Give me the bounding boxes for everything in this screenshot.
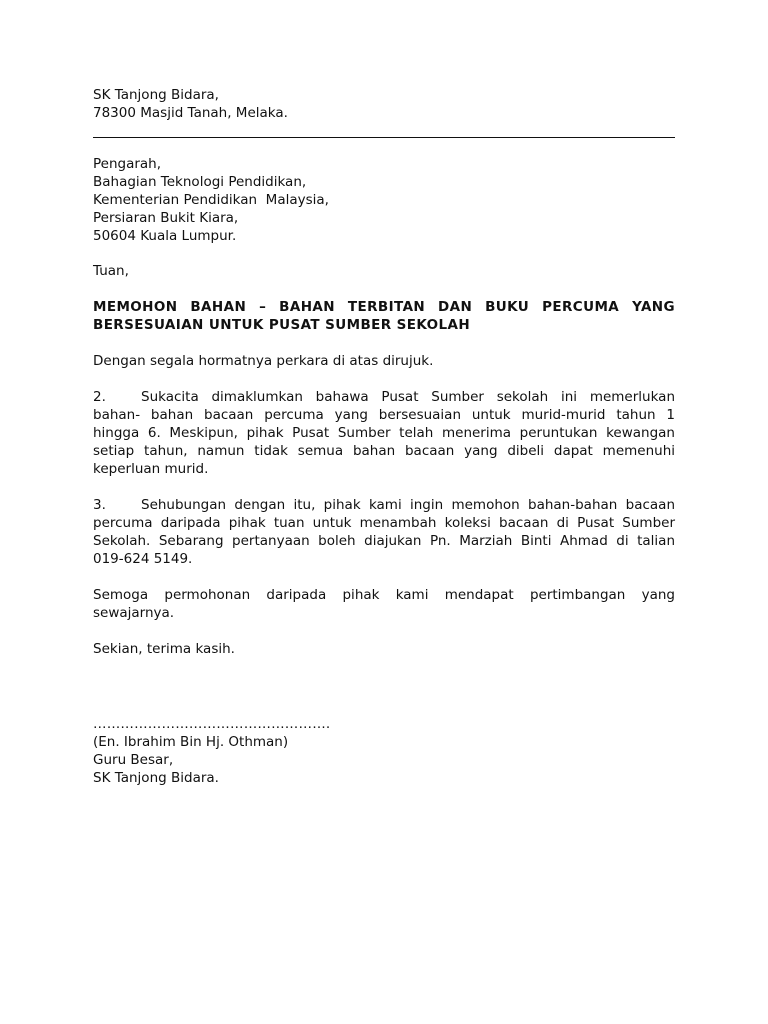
paragraph-2-line-3: hingga 6. Meskipun, pihak Pusat Sumber telah menerima peruntukan kewangan — [93, 425, 675, 441]
signature-block — [93, 715, 675, 787]
paragraph-3-line-3: Sekolah. Sebarang pertanyaan boleh diajukan Pn. Marziah Binti Ahmad di talian — [93, 533, 675, 549]
paragraph-3-line-1-text: Sehubungan dengan itu, pihak kami ingin memohon bahan-bahan bacaan — [141, 497, 675, 513]
paragraph-3-line-2: percuma daripada pihak tuan untuk menambah koleksi bacaan di Pusat Sumber — [93, 515, 675, 531]
signature-dotted-line: ……………………………………………. — [93, 716, 331, 732]
sender-line-2: 78300 Masjid Tanah, Melaka. — [93, 105, 288, 121]
recipient-line-5: 50604 Kuala Lumpur. — [93, 228, 237, 244]
paragraph-2-line-2: bahan- bahan bacaan percuma yang bersesuaian untuk murid-murid tahun 1 — [93, 407, 675, 423]
signatory-school: SK Tanjong Bidara. — [93, 770, 219, 786]
salutation-block — [93, 262, 675, 280]
recipient-line-4: Persiaran Bukit Kiara, — [93, 210, 239, 226]
paragraph-2-line-5: keperluan murid. — [93, 461, 209, 477]
opening-text: Dengan segala hormatnya perkara di atas dirujuk. — [93, 353, 434, 369]
header-divider — [93, 137, 675, 138]
paragraph-2-line-4: setiap tahun, namun tidak semua bahan bacaan yang dibeli dapat memenuhi — [93, 443, 675, 459]
sender-line-1: SK Tanjong Bidara, — [93, 87, 219, 103]
paragraph-2-number: 2. — [93, 389, 106, 405]
closing-text: Sekian, terima kasih. — [93, 641, 235, 657]
signatory-name: (En. Ibrahim Bin Hj. Othman) — [93, 734, 289, 750]
subject-heading — [93, 298, 675, 334]
paragraph-3-line-1 — [93, 496, 675, 514]
salutation: Tuan, — [93, 263, 129, 279]
sender-address — [93, 86, 675, 122]
recipient-line-2: Bahagian Teknologi Pendidikan, — [93, 174, 307, 190]
paragraph-2-line-1-text: Sukacita dimaklumkan bahawa Pusat Sumber sekolah ini memerlukan — [141, 389, 675, 405]
paragraph-3 — [93, 496, 675, 568]
closing-block — [93, 640, 675, 658]
closing-paragraph — [93, 586, 675, 622]
paragraph-3-number: 3. — [93, 497, 106, 513]
letter-page — [93, 86, 675, 787]
paragraph-2 — [93, 388, 675, 478]
recipient-address — [93, 155, 675, 245]
closing-paragraph-line-2: sewajarnya. — [93, 605, 175, 621]
subject-line-1: MEMOHON BAHAN – BAHAN TERBITAN DAN BUKU PERCUMA YANG — [93, 299, 675, 315]
opening-paragraph — [93, 352, 675, 370]
recipient-line-3: Kementerian Pendidikan Malaysia, — [93, 192, 329, 208]
recipient-line-1: Pengarah, — [93, 156, 162, 172]
signatory-title: Guru Besar, — [93, 752, 174, 768]
paragraph-3-line-4: 019-624 5149. — [93, 551, 193, 567]
paragraph-2-line-1 — [93, 388, 675, 406]
closing-paragraph-line-1: Semoga permohonan daripada pihak kami mendapat pertimbangan yang — [93, 587, 675, 603]
subject-line-2: BERSESUAIAN UNTUK PUSAT SUMBER SEKOLAH — [93, 317, 471, 333]
